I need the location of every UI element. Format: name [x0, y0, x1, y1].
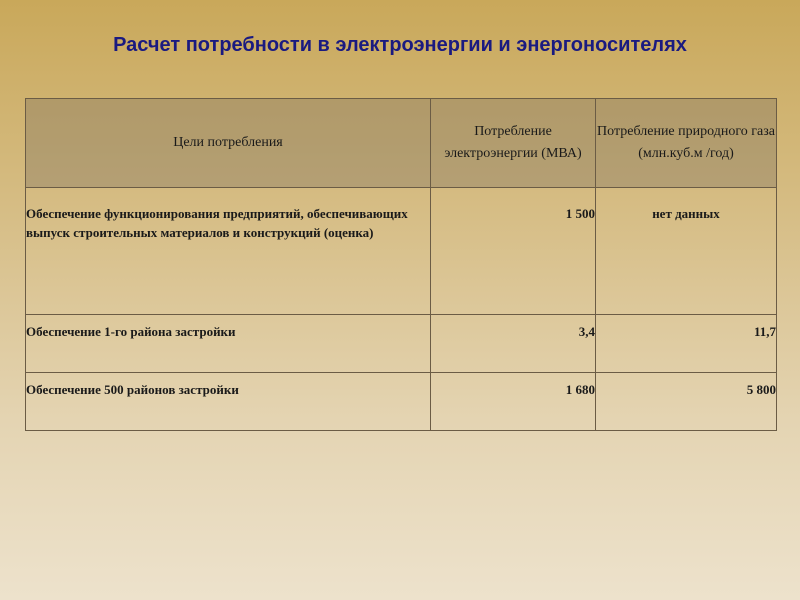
cell-goal: Обеспечение 1-го района застройки	[26, 315, 431, 373]
cell-gas: 5 800	[596, 373, 777, 431]
column-header-goal: Цели потребления	[26, 99, 431, 188]
cell-goal: Обеспечение функционирования предприятий, обеспечивающих выпуск строительных материалов и конструкций (оценка)	[26, 188, 431, 315]
page-title: Расчет потребности в электроэнергии и энергоносителях	[113, 34, 687, 56]
table-row	[26, 188, 777, 315]
table-header-row	[26, 99, 777, 188]
column-header-gas: Потребление природного газа (млн.куб.м /год)	[596, 99, 777, 188]
cell-electricity: 3,4	[431, 315, 596, 373]
cell-gas: 11,7	[596, 315, 777, 373]
cell-electricity: 1 680	[431, 373, 596, 431]
cell-gas: нет данных	[596, 188, 777, 315]
column-header-electricity: Потребление электроэнергии (МВА)	[431, 99, 596, 188]
table-row	[26, 373, 777, 431]
cell-goal: Обеспечение 500 районов застройки	[26, 373, 431, 431]
table-row	[26, 315, 777, 373]
cell-electricity: 1 500	[431, 188, 596, 315]
consumption-table	[25, 98, 777, 431]
